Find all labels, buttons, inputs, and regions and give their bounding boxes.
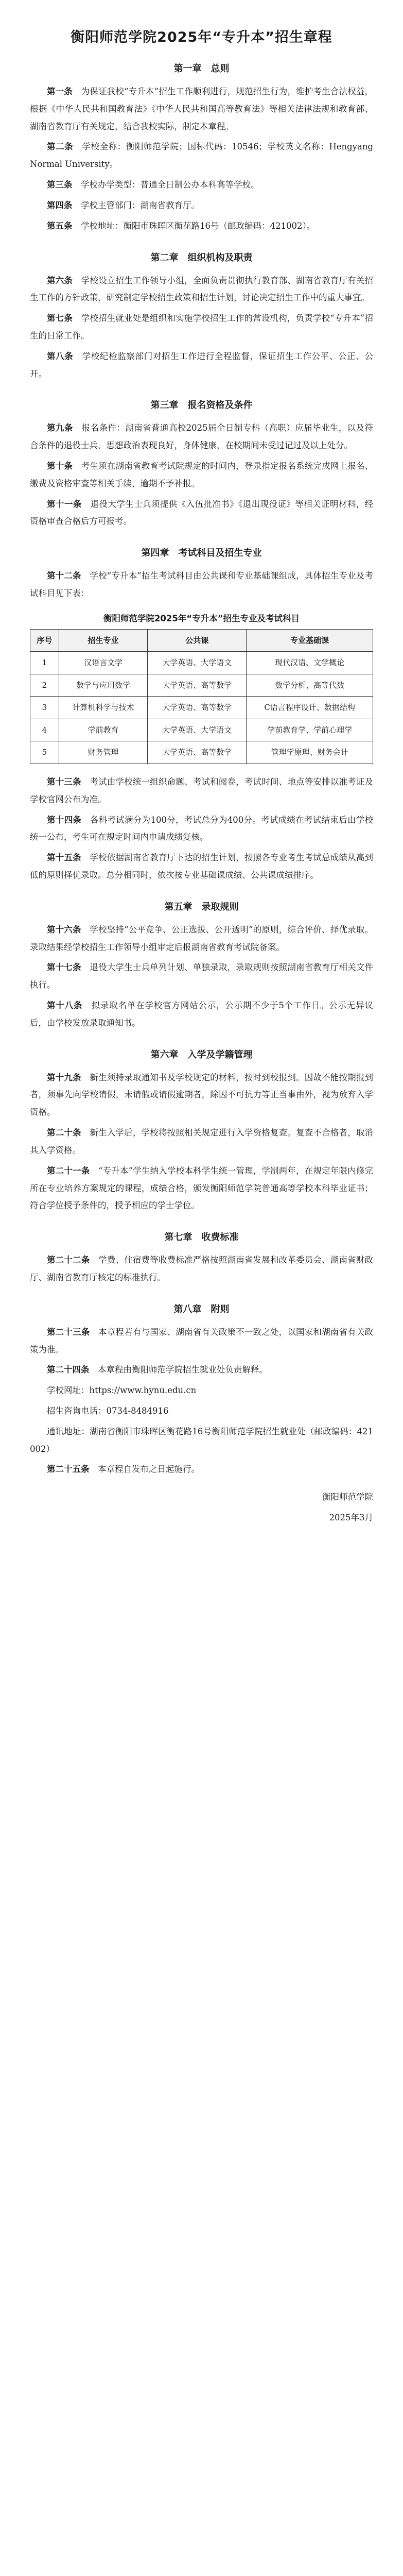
article-2 bbox=[30, 138, 373, 173]
table-cell: 4 bbox=[30, 719, 59, 741]
table-cell: 财务管理 bbox=[59, 741, 148, 764]
article-label: 第十九条 bbox=[47, 1072, 81, 1082]
article-text: 考生须在湖南省教育考试院规定的时间内，登录指定报名系统完成网上报名、缴费及资格审查等相关手续，逾期不予补报。 bbox=[30, 461, 374, 488]
article-text: 报名条件：湖南省普通高校2025届全日制专科（高职）应届毕业生，以及符合条件的退役士兵，思想政治表现良好，身体健康，在校期间未受过记过及以上处分。 bbox=[30, 423, 374, 451]
exam-subjects-table bbox=[30, 629, 373, 764]
article-text: 退役大学生士兵单列计划、单独录取，录取规则按照湖南省教育厅相关文件执行。 bbox=[30, 962, 374, 990]
article-text: 为保证我校“专升本”招生工作顺利进行，规范招生行为，维护考生合法权益，根据《中华人民共和国教育法》《中华人民共和国高等教育法》等相关法律法规和教育部、湖南省教育厅有关规定，结合我校实际，制定本章程。 bbox=[30, 87, 374, 131]
signature-date: 2025年3月 bbox=[329, 1513, 373, 1523]
article-text: “专升本”学生纳入学校本科学生统一管理，学制两年，在规定年限内修完所在专业培养方案规定的课程，成绩合格，颁发衡阳师范学院普通高等学校本科毕业证书；符合学位授予条件的，授予相应的学士学位。 bbox=[30, 1165, 374, 1211]
article-label: 第一条 bbox=[47, 87, 73, 96]
contact-phone bbox=[30, 1402, 373, 1420]
article-text: 学校全称：衡阳师范学院；国标代码：10546；学校英文名称：Hengyang Normal University。 bbox=[30, 142, 374, 170]
chapter-heading: 第三章 报名资格及条件 bbox=[150, 400, 253, 411]
article-15 bbox=[30, 849, 373, 884]
article-20 bbox=[30, 1124, 373, 1159]
chapter-heading: 第六章 入学及学籍管理 bbox=[150, 1049, 253, 1060]
article-label: 第五条 bbox=[47, 221, 73, 231]
table-cell: 1 bbox=[30, 652, 59, 674]
signature-org: 衡阳师范学院 bbox=[322, 1492, 373, 1502]
contact-website bbox=[30, 1382, 373, 1399]
table-header-cell: 招生专业 bbox=[59, 629, 148, 652]
article-label: 第十一条 bbox=[47, 499, 82, 509]
article-text: 拟录取名单在学校官方网站公示，公示期不少于5个工作日。公示无异议后，由学校发放录取通知书。 bbox=[30, 1001, 374, 1028]
article-text: 学校招生就业处是组织和实施学校招生工作的常设机构，负责学校“专升本”招生的日常工作。 bbox=[30, 313, 374, 341]
table-cell: 大学英语、高等数学 bbox=[148, 674, 247, 697]
table-row bbox=[30, 741, 373, 764]
table-cell: 2 bbox=[30, 674, 59, 697]
article-label: 第二十五条 bbox=[47, 1464, 90, 1475]
chapter-6 bbox=[30, 1047, 373, 1215]
table-row bbox=[30, 652, 373, 674]
article-label: 第十二条 bbox=[47, 571, 81, 581]
article-label: 第十条 bbox=[47, 461, 73, 471]
article-22 bbox=[30, 1251, 373, 1286]
chapter-4 bbox=[30, 546, 373, 884]
chapter-2 bbox=[30, 250, 373, 383]
article-6 bbox=[30, 272, 373, 307]
article-label: 第十三条 bbox=[47, 776, 81, 787]
chapter-5 bbox=[30, 900, 373, 1032]
article-text: 退役大学生士兵须提供《入伍批准书》《退出现役证》等相关证明材料，经资格审查合格后方可报考。 bbox=[30, 499, 374, 527]
article-21 bbox=[30, 1162, 373, 1214]
article-label: 第六条 bbox=[47, 275, 73, 285]
article-label: 第十八条 bbox=[47, 1001, 83, 1010]
article-text: 学校坚持“公平竞争、公正选拔、公开透明”的原则，综合评价、择优录取。录取结果经学校招生工作领导小组审定后报湖南省教育考试院备案。 bbox=[30, 924, 374, 952]
article-label: 第二十三条 bbox=[47, 1327, 90, 1337]
table-header-cell: 公共课 bbox=[148, 629, 247, 652]
table-cell: 数学与应用数学 bbox=[59, 674, 148, 697]
school-website-link[interactable]: https://www.hynu.edu.cn bbox=[89, 1385, 197, 1396]
article-text: 各科考试满分为100分，考试总分为400分。考试成绩在考试结束后由学校统一公布，考生可在规定时间内申请成绩复核。 bbox=[30, 815, 374, 842]
article-24 bbox=[30, 1361, 373, 1379]
article-text: 考试由学校统一组织命题、考试和阅卷，考试时间、地点等安排以准考证及学校官网公布为准。 bbox=[30, 776, 374, 804]
table-cell: 管理学原理、财务会计 bbox=[247, 741, 373, 764]
article-10 bbox=[30, 457, 373, 493]
table-cell: 汉语言文学 bbox=[59, 652, 148, 674]
article-16 bbox=[30, 921, 373, 956]
table-row bbox=[30, 697, 373, 719]
article-label: 第九条 bbox=[47, 423, 73, 433]
article-label: 第二十条 bbox=[47, 1128, 81, 1138]
table-cell: 大学英语、高等数学 bbox=[148, 741, 247, 764]
article-19 bbox=[30, 1069, 373, 1121]
table-row bbox=[30, 719, 373, 741]
table-cell: 计算机科学与技术 bbox=[59, 697, 148, 719]
table-cell: 大学英语、高等数学 bbox=[148, 697, 247, 719]
article-text: 学校主管部门：湖南省教育厅。 bbox=[81, 200, 200, 210]
article-text: 学费、住宿费等收费标准严格按照湖南省发展和改革委员会、湖南省财政厅、湖南省教育厅核定的标准执行。 bbox=[30, 1255, 374, 1282]
article-text: 学校地址：衡阳市珠晖区衡花路16号（邮政编码：421002）。 bbox=[81, 221, 316, 231]
chapter-3 bbox=[30, 398, 373, 530]
article-label: 第十六条 bbox=[47, 924, 81, 935]
article-label: 第二十二条 bbox=[47, 1255, 90, 1265]
contact-address bbox=[30, 1423, 373, 1458]
article-1 bbox=[30, 83, 373, 135]
chapter-heading: 第二章 组织机构及职责 bbox=[150, 252, 253, 263]
table-cell: 学前教育学、学前心理学 bbox=[247, 719, 373, 741]
article-13 bbox=[30, 773, 373, 808]
article-label: 第十五条 bbox=[47, 853, 81, 863]
chapter-heading: 第五章 录取规则 bbox=[164, 901, 239, 912]
article-label: 第四条 bbox=[47, 200, 73, 210]
article-text: 新生入学后，学校将按照相关规定进行入学资格复查。复查不合格者，取消其入学资格。 bbox=[30, 1128, 374, 1155]
table-header-cell: 专业基础课 bbox=[247, 629, 373, 652]
article-9 bbox=[30, 419, 373, 454]
article-label: 第二条 bbox=[47, 142, 74, 152]
article-text: 学校“专升本”招生考试科目由公共课和专业基础课组成，具体招生专业及考试科目见下表： bbox=[30, 571, 374, 599]
contact-label: 通讯地址： bbox=[47, 1426, 90, 1436]
chapter-heading: 第七章 收费标准 bbox=[164, 1232, 239, 1243]
table-cell: 5 bbox=[30, 741, 59, 764]
chapter-heading: 第一章 总则 bbox=[173, 63, 230, 74]
address-text: 湖南省衡阳市珠晖区衡花路16号衡阳师范学院招生就业处（邮政编码：421002） bbox=[30, 1426, 373, 1454]
article-text: 学校设立招生工作领导小组，全面负责贯彻执行教育部、湖南省教育厅有关招生工作的方针政策，研究制定学校招生政策和招生计划，讨论决定招生工作中的重大事宜。 bbox=[30, 275, 374, 303]
article-7 bbox=[30, 310, 373, 345]
article-11 bbox=[30, 496, 373, 531]
article-3 bbox=[30, 176, 373, 194]
article-label: 第八条 bbox=[47, 351, 74, 361]
chapter-7 bbox=[30, 1230, 373, 1286]
table-header-row bbox=[30, 629, 373, 652]
article-12 bbox=[30, 567, 373, 602]
article-text: 学校纪检监察部门对招生工作进行全程监督，保证招生工作公平、公正、公开。 bbox=[30, 351, 374, 379]
phone-number: 0734-8484916 bbox=[106, 1406, 169, 1416]
article-18 bbox=[30, 997, 373, 1032]
article-text: 本章程自发布之日起施行。 bbox=[98, 1464, 200, 1475]
article-label: 第三条 bbox=[47, 180, 73, 190]
article-5 bbox=[30, 217, 373, 235]
article-8 bbox=[30, 348, 373, 383]
contact-label: 学校网址： bbox=[47, 1385, 90, 1396]
table-cell: 大学英语、大学语文 bbox=[148, 719, 247, 741]
table-cell: 3 bbox=[30, 697, 59, 719]
table-cell: 大学英语、大学语文 bbox=[148, 652, 247, 674]
table-cell: C语言程序设计、数据结构 bbox=[247, 697, 373, 719]
table-row bbox=[30, 674, 373, 697]
article-text: 本章程若有与国家、湖南省有关政策不一致之处，以国家和湖南省有关政策为准。 bbox=[30, 1327, 374, 1354]
table-body bbox=[30, 652, 373, 764]
chapter-1 bbox=[30, 61, 373, 235]
contact-label: 招生咨询电话： bbox=[47, 1406, 107, 1416]
table-caption: 衡阳师范学院2025年“专升本”招生专业及考试科目 bbox=[103, 613, 300, 623]
table-header-cell: 序号 bbox=[30, 629, 59, 652]
article-label: 第七条 bbox=[47, 313, 73, 324]
chapter-heading: 第八章 附则 bbox=[173, 1303, 230, 1315]
article-4 bbox=[30, 197, 373, 214]
chapter-8 bbox=[30, 1302, 373, 1479]
article-text: 新生须持录取通知书及学校规定的材料，按时到校报到。因故不能按期报到者，须事先向学校请假，未请假或请假逾期者，除因不可抗力等正当事由外，视为放弃入学资格。 bbox=[30, 1072, 374, 1117]
article-25 bbox=[30, 1461, 373, 1478]
article-14 bbox=[30, 811, 373, 846]
article-23 bbox=[30, 1324, 373, 1359]
article-text: 本章程由衡阳师范学院招生就业处负责解释。 bbox=[98, 1365, 268, 1375]
article-label: 第十七条 bbox=[47, 962, 81, 973]
article-label: 第二十一条 bbox=[47, 1165, 90, 1176]
table-cell: 数学分析、高等代数 bbox=[247, 674, 373, 697]
article-text: 学校办学类型：普通全日制公办本科高等学校。 bbox=[81, 180, 259, 190]
table-cell: 学前教育 bbox=[59, 719, 148, 741]
table-cell: 现代汉语、文学概论 bbox=[247, 652, 373, 674]
article-17 bbox=[30, 959, 373, 994]
article-label: 第十四条 bbox=[47, 815, 82, 825]
article-text: 学校依据湖南省教育厅下达的招生计划，按照各专业考生考试总成绩从高到低的原则择优录取。总分相同时，依次按专业基础课成绩、公共课成绩排序。 bbox=[30, 853, 374, 880]
page-title: 衡阳师范学院2025年“专升本”招生章程 bbox=[71, 29, 332, 45]
article-label: 第二十四条 bbox=[47, 1365, 90, 1375]
chapter-heading: 第四章 考试科目及招生专业 bbox=[141, 548, 262, 559]
